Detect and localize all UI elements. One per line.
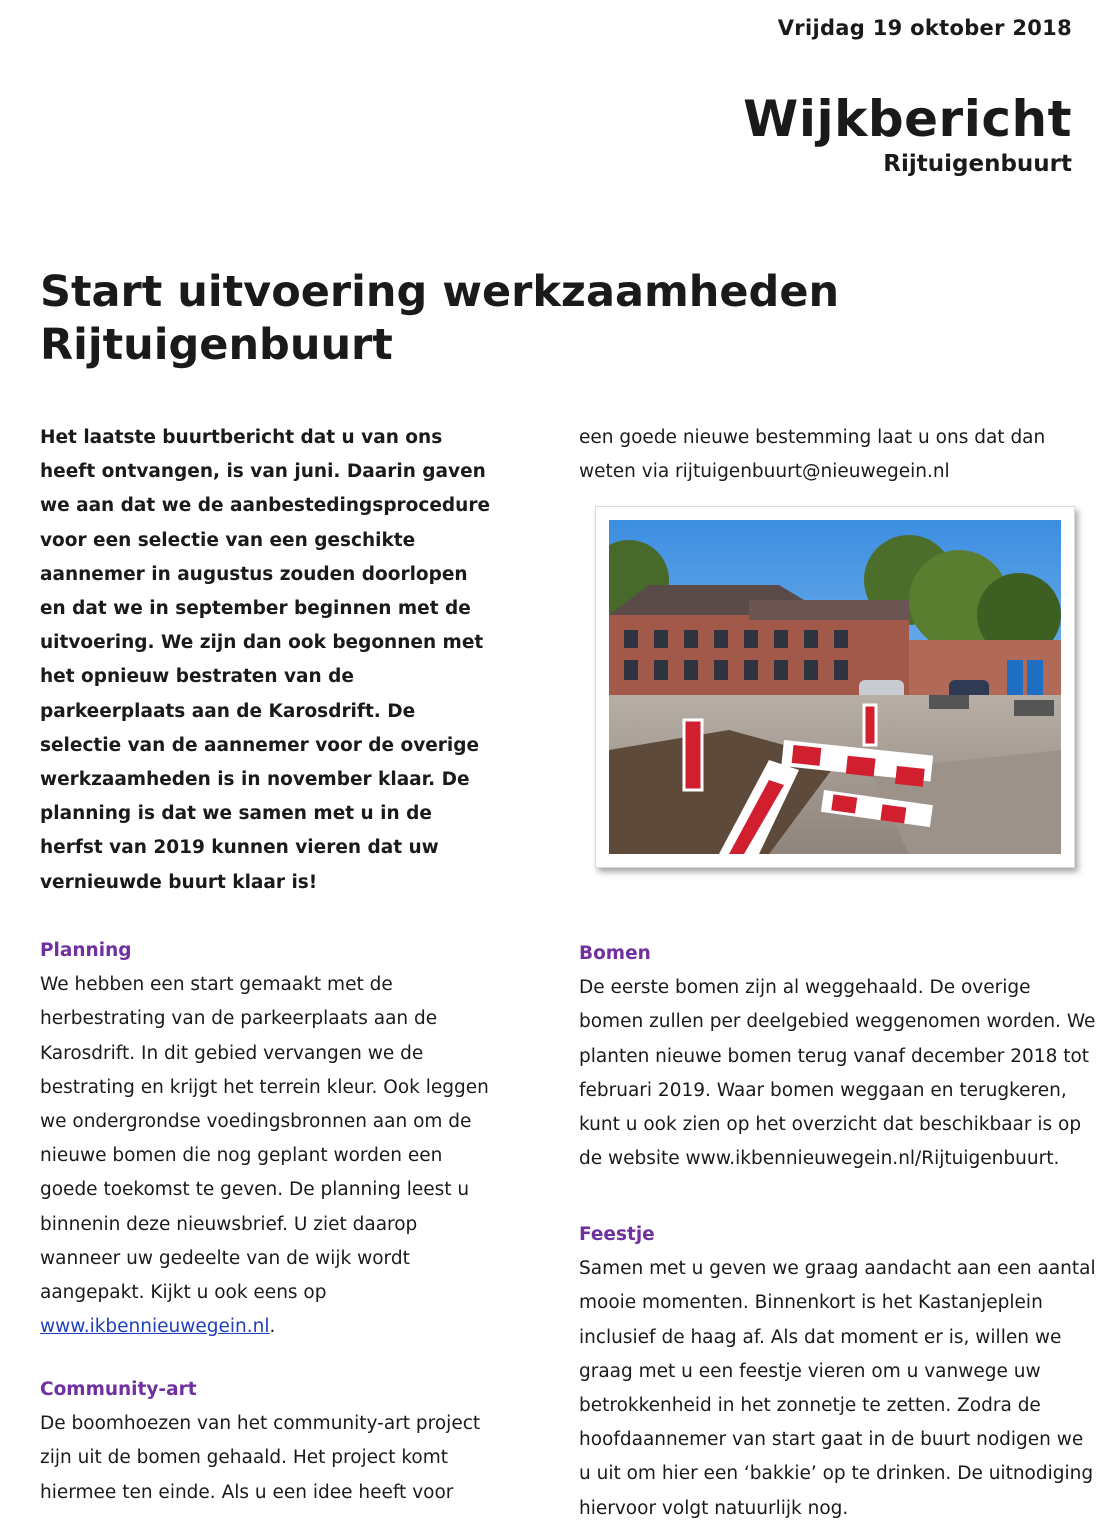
bomen-line: De eerste bomen zijn al weggehaald. De overige (579, 977, 1031, 999)
construction-site-image (609, 520, 1061, 854)
feestje-line: mooie momenten. Binnenkort is het Kastanjeplein (579, 1292, 1043, 1314)
feestje-line: u uit om hier een ‘bakkie’ op te drinken. De uitnodiging (579, 1463, 1094, 1485)
headline-line: Rijtuigenbuurt (40, 320, 393, 370)
planning-line: we ondergrondse voedingsbronnen aan om de (40, 1111, 472, 1133)
intro-line: herfst van 2019 kunnen vieren dat uw (40, 837, 439, 859)
construction-photo (595, 506, 1075, 868)
website-link[interactable]: www.ikbennieuwegein.nl (40, 1316, 270, 1338)
feestje-line: graag met u een feestje vieren om u vanwege uw (579, 1360, 1041, 1382)
bomen-line: kunt u ook zien op het overzicht dat beschikbaar is op (579, 1114, 1082, 1136)
feestje-line: inclusief de haag af. Als dat moment er is, willen we (579, 1326, 1062, 1348)
planning-line: nieuwe bomen die nog geplant worden een (40, 1145, 443, 1167)
feestje-line: betrokkenheid in het zonnetje te zetten. Zodra de (579, 1395, 1041, 1417)
right-column (579, 421, 1114, 1519)
newsletter-subtitle: Rijtuigenbuurt (883, 151, 1072, 177)
bomen-section (579, 937, 1114, 1176)
planning-heading: Planning (40, 940, 132, 961)
bomen-line: bomen zullen per deelgebied weggenomen worden. We (579, 1011, 1096, 1033)
intro-line: planning is dat we samen met u in de (40, 803, 432, 825)
continuation-line: weten via rijtuigenbuurt@nieuwegein.nl (579, 461, 950, 483)
feestje-line: Samen met u geven we graag aandacht aan een aantal (579, 1258, 1096, 1280)
planning-line: goede toekomst te geven. De planning leest u (40, 1179, 470, 1201)
continuation-line: een goede nieuwe bestemming laat u ons dat dan (579, 427, 1046, 448)
bomen-line: de website www.ikbennieuwegein.nl/Rijtuigenbuurt. (579, 1148, 1060, 1170)
planning-line: wanneer uw gedeelte van de wijk wordt (40, 1247, 410, 1269)
masthead (743, 88, 1072, 178)
planning-link-line (40, 1310, 510, 1344)
feestje-heading: Feestje (579, 1224, 655, 1245)
intro-line: aannemer in augustus zouden doorlopen (40, 563, 468, 585)
intro-paragraph (40, 421, 510, 900)
feestje-line: hoofdaannemer van start gaat in de buurt nodigen we (579, 1429, 1084, 1451)
newsletter-title: Wijkbericht (743, 90, 1072, 148)
bomen-heading: Bomen (579, 943, 651, 964)
intro-line: werkzaamheden is in november klaar. De (40, 769, 470, 791)
article-headline (40, 266, 1040, 372)
intro-line: voor een selectie van een geschikte (40, 529, 416, 551)
bomen-line: februari 2019. Waar bomen weggaan en terugkeren, (579, 1079, 1067, 1101)
intro-line: vernieuwde buurt klaar is! (40, 871, 318, 893)
bomen-line: planten nieuwe bomen terug vanaf december 2018 tot (579, 1045, 1090, 1067)
issue-date: Vrijdag 19 oktober 2018 (777, 16, 1072, 40)
intro-line: heeft ontvangen, is van juni. Daarin gaven (40, 461, 486, 483)
intro-line: het opnieuw bestraten van de (40, 666, 354, 688)
intro-line: en dat we in september beginnen met de (40, 598, 471, 620)
planning-line: herbestrating van de parkeerplaats aan de (40, 1008, 438, 1030)
planning-line: aangepakt. Kijkt u ook eens op (40, 1282, 327, 1304)
intro-line: Het laatste buurtbericht dat u van ons (40, 427, 443, 448)
community-art-heading: Community-art (40, 1379, 197, 1400)
planning-line: bestrating en krijgt het terrein kleur. Ook leggen (40, 1076, 489, 1098)
community-line: zijn uit de bomen gehaald. Het project komt (40, 1447, 449, 1469)
headline-line: Start uitvoering werkzaamheden (40, 267, 840, 317)
intro-line: parkeerplaats aan de Karosdrift. De (40, 700, 416, 722)
community-art-section (40, 1373, 510, 1510)
left-column (40, 421, 510, 1503)
community-line: De boomhoezen van het community-art project (40, 1413, 481, 1435)
planning-section (40, 934, 510, 1344)
community-line: hiermee ten einde. Als u een idee heeft voor (40, 1481, 454, 1503)
feestje-line: hiervoor volgt natuurlijk nog. (579, 1497, 849, 1519)
planning-line: Karosdrift. In dit gebied vervangen we de (40, 1042, 424, 1064)
feestje-section (579, 1218, 1114, 1526)
intro-line: uitvoering. We zijn dan ook begonnen met (40, 632, 484, 654)
planning-line: We hebben een start gemaakt met de (40, 974, 393, 996)
planning-line: binnenin deze nieuwsbrief. U ziet daarop (40, 1213, 418, 1235)
link-suffix: . (269, 1316, 276, 1338)
intro-line: we aan dat we de aanbestedingsprocedure (40, 495, 490, 517)
intro-line: selectie van de aannemer voor de overige (40, 734, 480, 756)
